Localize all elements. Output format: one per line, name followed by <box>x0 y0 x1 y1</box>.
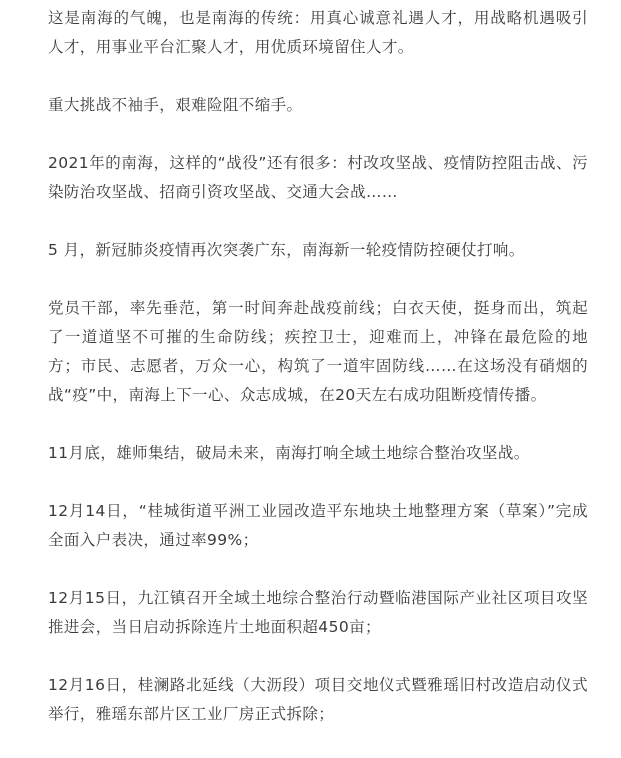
paragraph-talent: 这是南海的气魄，也是南海的传统：用真心诚意礼遇人才，用战略机遇吸引人才，用事业平台汇聚人才，用优质环境留住人才。 <box>48 9 588 56</box>
paragraph-dec-15: 12月15日，九江镇召开全域土地综合整治行动暨临港国际产业社区项目攻坚推进会，当日启动拆除连片土地面积超450亩； <box>48 589 588 636</box>
paragraph-challenge: 重大挑战不袖手，艰难险阻不缩手。 <box>48 96 303 114</box>
paragraph-land-remediation: 11月底，雄师集结，破局未来，南海打响全域土地综合整治攻坚战。 <box>48 444 530 462</box>
paragraph-campaigns: 2021年的南海，这样的“战役”还有很多：村改攻坚战、疫情防控阻击战、污染防治攻坚战、招商引资攻坚战、交通大会战…… <box>48 154 588 201</box>
paragraph-frontline: 党员干部，率先垂范，第一时间奔赴战疫前线；白衣天使，挺身而出，筑起了一道道坚不可摧的生命防线；疾控卫士，迎难而上，冲锋在最危险的地方；市民、志愿者，万众一心，构筑了一道牢固防线……在这场没有硝烟的战“疫”中，南海上下一心、众志成城，在20天左右成功阻断疫情传播。 <box>48 299 588 404</box>
article-body <box>48 0 588 758</box>
paragraph-dec-14: 12月14日，“桂城街道平洲工业园改造平东地块土地整理方案（草案）”完成全面入户表决，通过率99%； <box>48 502 588 549</box>
paragraph-dec-16: 12月16日，桂澜路北延线（大沥段）项目交地仪式暨雅瑶旧村改造启动仪式举行，雅瑶东部片区工业厂房正式拆除； <box>48 676 588 723</box>
paragraph-may-epidemic: 5 月，新冠肺炎疫情再次突袭广东，南海新一轮疫情防控硬仗打响。 <box>48 241 525 259</box>
